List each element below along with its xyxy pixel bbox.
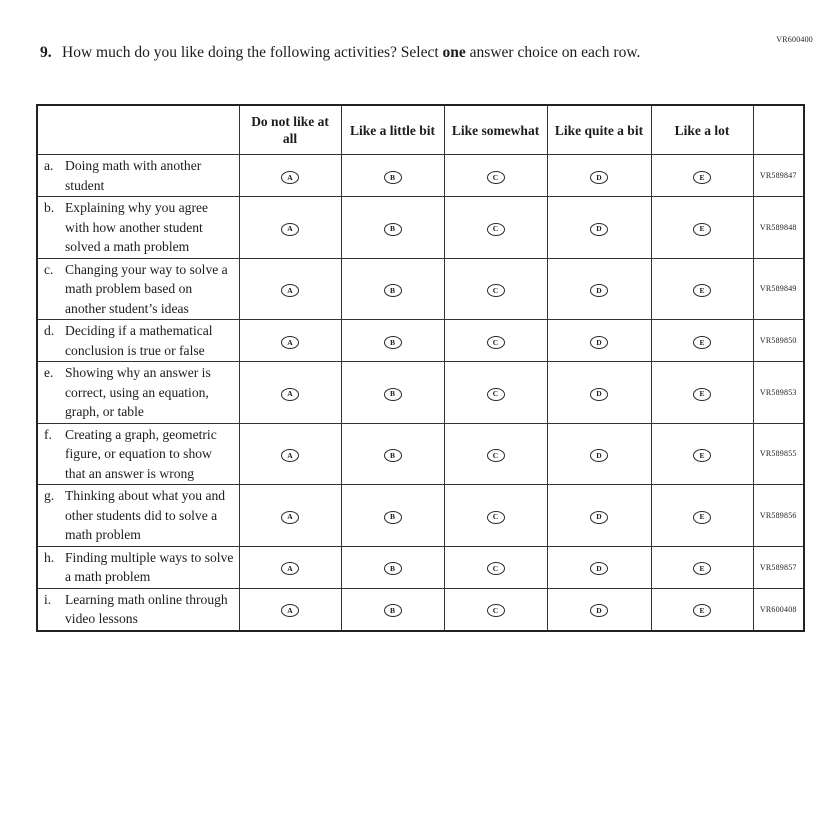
row-code: VR600408	[753, 588, 804, 631]
column-header-like-somewhat: Like somewhat	[444, 105, 547, 155]
option-c-bubble[interactable]: C	[487, 336, 505, 349]
row-letter: b.	[44, 200, 55, 215]
option-a-bubble[interactable]: A	[281, 388, 299, 401]
option-cell-d	[547, 197, 651, 259]
option-d-bubble[interactable]: D	[590, 562, 608, 575]
option-d-bubble[interactable]: D	[590, 171, 608, 184]
option-e-bubble[interactable]: E	[693, 336, 711, 349]
row-label	[44, 486, 235, 545]
option-c-bubble[interactable]: C	[487, 604, 505, 617]
option-a-bubble[interactable]: A	[281, 604, 299, 617]
option-a-bubble[interactable]: A	[281, 171, 299, 184]
row-letter: i.	[44, 591, 52, 607]
question-number: 9.	[40, 44, 52, 61]
option-cell-e	[651, 197, 753, 259]
option-e-bubble[interactable]: E	[693, 449, 711, 462]
option-b-bubble[interactable]: B	[384, 223, 402, 236]
row-label-cell	[37, 362, 239, 424]
row-code: VR589848	[753, 197, 804, 259]
option-cell-c	[444, 588, 547, 631]
option-b-bubble[interactable]: B	[384, 511, 402, 524]
option-b-bubble[interactable]: B	[384, 284, 402, 297]
option-a-bubble[interactable]: A	[281, 336, 299, 349]
option-a-bubble[interactable]: A	[281, 511, 299, 524]
option-cell-e	[651, 320, 753, 362]
option-cell-d	[547, 320, 651, 362]
option-b-bubble[interactable]: B	[384, 604, 402, 617]
option-a-bubble[interactable]: A	[281, 284, 299, 297]
row-code: VR589855	[753, 423, 804, 485]
table-row	[37, 197, 804, 259]
row-label-cell	[37, 320, 239, 362]
table-row	[37, 320, 804, 362]
question-block	[40, 42, 710, 63]
row-label-cell	[37, 546, 239, 588]
table-body	[37, 155, 804, 631]
option-cell-c	[444, 546, 547, 588]
option-cell-b	[341, 423, 444, 485]
option-b-bubble[interactable]: B	[384, 562, 402, 575]
row-label	[44, 363, 235, 422]
option-cell-c	[444, 423, 547, 485]
option-b-bubble[interactable]: B	[384, 388, 402, 401]
option-e-bubble[interactable]: E	[693, 284, 711, 297]
row-label-cell	[37, 197, 239, 259]
header-row	[37, 105, 804, 155]
row-label-text: Deciding if a mathematical conclusion is true or false	[65, 323, 213, 358]
option-e-bubble[interactable]: E	[693, 171, 711, 184]
option-e-bubble[interactable]: E	[693, 388, 711, 401]
table-row	[37, 155, 804, 197]
row-letter: a.	[44, 158, 54, 173]
row-letter: e.	[44, 365, 54, 380]
option-e-bubble[interactable]: E	[693, 223, 711, 236]
option-e-bubble[interactable]: E	[693, 511, 711, 524]
option-cell-d	[547, 362, 651, 424]
table-row	[37, 546, 804, 588]
option-cell-a	[239, 155, 341, 197]
option-cell-d	[547, 155, 651, 197]
option-d-bubble[interactable]: D	[590, 511, 608, 524]
option-cell-e	[651, 155, 753, 197]
code-column-header	[753, 105, 804, 155]
option-cell-a	[239, 197, 341, 259]
option-cell-d	[547, 485, 651, 547]
row-label	[44, 198, 235, 257]
row-label-text: Creating a graph, geometric figure, or equation to show that an answer is wrong	[65, 426, 217, 481]
row-label-text: Showing why an answer is correct, using an equation, graph, or table	[65, 365, 211, 419]
row-label-text: Finding multiple ways to solve a math problem	[65, 549, 234, 584]
option-cell-b	[341, 588, 444, 631]
option-cell-e	[651, 423, 753, 485]
row-label	[44, 425, 235, 484]
table-row	[37, 423, 804, 485]
option-cell-c	[444, 197, 547, 259]
option-b-bubble[interactable]: B	[384, 171, 402, 184]
option-cell-a	[239, 258, 341, 320]
option-d-bubble[interactable]: D	[590, 604, 608, 617]
option-c-bubble[interactable]: C	[487, 511, 505, 524]
option-e-bubble[interactable]: E	[693, 604, 711, 617]
option-cell-c	[444, 258, 547, 320]
corner-cell	[37, 105, 239, 155]
option-d-bubble[interactable]: D	[590, 336, 608, 349]
option-cell-b	[341, 258, 444, 320]
option-a-bubble[interactable]: A	[281, 449, 299, 462]
row-code: VR589849	[753, 258, 804, 320]
option-cell-d	[547, 258, 651, 320]
row-code: VR589856	[753, 485, 804, 547]
option-cell-e	[651, 485, 753, 547]
option-c-bubble[interactable]: C	[487, 388, 505, 401]
row-letter: c.	[44, 261, 54, 277]
option-cell-a	[239, 320, 341, 362]
option-e-bubble[interactable]: E	[693, 562, 711, 575]
option-cell-c	[444, 155, 547, 197]
row-label	[44, 260, 235, 319]
option-cell-b	[341, 362, 444, 424]
option-c-bubble[interactable]: C	[487, 449, 505, 462]
row-code: VR589853	[753, 362, 804, 424]
row-label	[44, 156, 235, 195]
table-row	[37, 485, 804, 547]
option-cell-b	[341, 320, 444, 362]
option-c-bubble[interactable]: C	[487, 171, 505, 184]
option-cell-b	[341, 485, 444, 547]
option-a-bubble[interactable]: A	[281, 223, 299, 236]
option-cell-a	[239, 588, 341, 631]
row-label	[44, 321, 235, 360]
row-label	[44, 590, 235, 629]
option-c-bubble[interactable]: C	[487, 223, 505, 236]
table-row	[37, 588, 804, 631]
question-text-before: How much do you like doing the following activities? Select	[62, 44, 443, 61]
column-header-like-quite-a-bit: Like quite a bit	[547, 105, 651, 155]
option-cell-c	[444, 320, 547, 362]
row-label-cell	[37, 423, 239, 485]
row-label-text: Learning math online through video lessons	[65, 591, 228, 626]
option-cell-d	[547, 546, 651, 588]
row-code: VR589850	[753, 320, 804, 362]
question-text	[62, 42, 710, 63]
column-header-like-a-lot: Like a lot	[651, 105, 753, 155]
column-header-do-not-like-at-all: Do not like at all	[239, 105, 341, 155]
row-label-cell	[37, 258, 239, 320]
row-letter: h.	[44, 549, 55, 565]
page-form-code: VR600400	[776, 35, 813, 44]
option-c-bubble[interactable]: C	[487, 284, 505, 297]
option-cell-e	[651, 362, 753, 424]
option-d-bubble[interactable]: D	[590, 284, 608, 297]
option-cell-d	[547, 588, 651, 631]
option-cell-b	[341, 197, 444, 259]
row-label-text: Explaining why you agree with how another student solved a math problem	[65, 200, 209, 254]
row-label-text: Changing your way to solve a math problem based on another student’s ideas	[65, 261, 228, 316]
row-letter: g.	[44, 488, 55, 503]
option-cell-e	[651, 258, 753, 320]
row-label-cell	[37, 155, 239, 197]
row-letter: d.	[44, 323, 55, 338]
row-code: VR589857	[753, 546, 804, 588]
option-cell-a	[239, 485, 341, 547]
question-text-after: answer choice on each row.	[465, 44, 641, 61]
row-label-cell	[37, 485, 239, 547]
option-cell-a	[239, 546, 341, 588]
option-cell-a	[239, 362, 341, 424]
option-cell-c	[444, 485, 547, 547]
activities-table	[36, 104, 805, 632]
option-cell-e	[651, 588, 753, 631]
table-row	[37, 258, 804, 320]
option-cell-d	[547, 423, 651, 485]
row-letter: f.	[44, 426, 52, 442]
row-label-cell	[37, 588, 239, 631]
column-header-like-a-little-bit: Like a little bit	[341, 105, 444, 155]
row-label-text: Thinking about what you and other students did to solve a math problem	[65, 488, 226, 542]
option-cell-b	[341, 546, 444, 588]
option-d-bubble[interactable]: D	[590, 449, 608, 462]
option-d-bubble[interactable]: D	[590, 223, 608, 236]
row-label-text: Doing math with another student	[65, 158, 202, 193]
table-row	[37, 362, 804, 424]
option-cell-a	[239, 423, 341, 485]
option-cell-b	[341, 155, 444, 197]
option-a-bubble[interactable]: A	[281, 562, 299, 575]
option-c-bubble[interactable]: C	[487, 562, 505, 575]
option-d-bubble[interactable]: D	[590, 388, 608, 401]
row-code: VR589847	[753, 155, 804, 197]
option-cell-e	[651, 546, 753, 588]
question-text-bold: one	[442, 44, 466, 61]
option-cell-c	[444, 362, 547, 424]
row-label	[44, 548, 235, 587]
option-b-bubble[interactable]: B	[384, 449, 402, 462]
option-b-bubble[interactable]: B	[384, 336, 402, 349]
table-header	[37, 105, 804, 155]
